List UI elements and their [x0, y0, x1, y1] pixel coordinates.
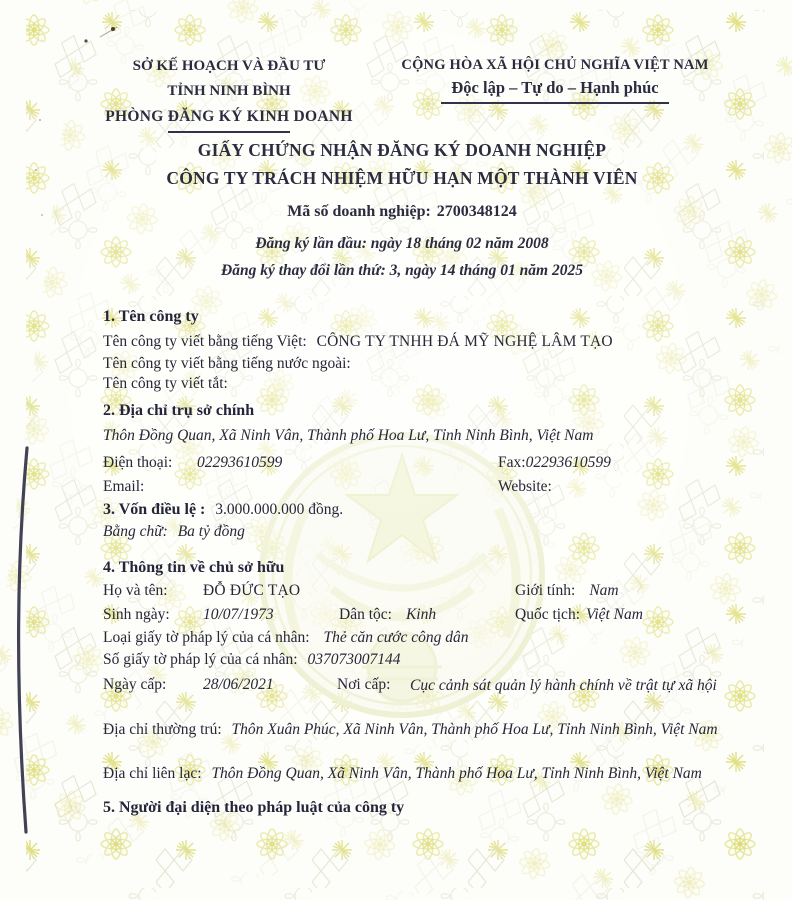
issuer-line-2: TỈNH NINH BÌNH	[167, 83, 291, 99]
field-permanent-address	[103, 718, 731, 741]
id-type-value: Thẻ căn cước công dân	[323, 629, 469, 646]
full-name-value: ĐỖ ĐỨC TẠO	[203, 582, 301, 599]
issuer-line-1: SỞ KẾ HOẠCH VÀ ĐẦU TƯ	[132, 58, 326, 74]
website-field	[498, 477, 558, 497]
field-contact-address	[103, 762, 731, 785]
charter-capital-label: 3. Vốn điều lệ :	[103, 501, 206, 518]
motto-underline	[441, 102, 669, 104]
field-charter-capital	[103, 500, 731, 520]
field-capital-in-words	[103, 522, 731, 542]
issuer-underline	[168, 131, 290, 133]
certificate-title-line-1: GIẤY CHỨNG NHẬN ĐĂNG KÝ DOANH NGHIỆP	[197, 140, 607, 160]
enterprise-code-label: Mã số doanh nghiệp:	[287, 203, 431, 220]
title-block	[66, 136, 738, 284]
field-id-type	[103, 628, 731, 648]
gender-label: Giới tính:	[515, 582, 576, 599]
contact-address-label: Địa chỉ liên lạc:	[103, 765, 202, 782]
field-birth-ethnic-nationality	[103, 605, 731, 625]
nationality-label: Quốc tịch:	[515, 606, 580, 623]
company-name-heading: 1. Tên công ty	[103, 308, 199, 325]
republic-name: CỘNG HÒA XÃ HỘI CHỦ NGHĨA VIỆT NAM	[401, 57, 709, 73]
field-phone-fax	[103, 453, 731, 473]
field-vietnamese-name	[103, 332, 731, 352]
field-short-name	[103, 374, 731, 394]
email-label: Email:	[103, 478, 145, 495]
website-label: Website:	[498, 478, 552, 495]
permanent-address-label: Địa chỉ thường trú:	[103, 721, 222, 738]
ethnicity-value: Kinh	[405, 606, 437, 623]
field-id-number	[103, 650, 731, 670]
legal-representative-heading: 5. Người đại diện theo pháp luật của công ty	[103, 799, 405, 816]
certificate-title-line-2: CÔNG TY TRÁCH NHIỆM HỮU HẠN MỘT THÀNH VIÊN	[166, 168, 638, 188]
ethnicity-label: Dân tộc:	[339, 606, 392, 623]
id-number-value: 037073007144	[307, 651, 401, 668]
issuer-line-3: PHÒNG ĐĂNG KÝ KINH DOANH	[105, 108, 353, 125]
vietnamese-name-label: Tên công ty viết bằng tiếng Việt:	[103, 333, 307, 350]
field-email-website	[103, 477, 731, 497]
id-type-label: Loại giấy tờ pháp lý của cá nhân:	[103, 629, 310, 646]
in-words-label: Bằng chữ:	[103, 523, 168, 540]
nationality-value: Việt Nam	[586, 606, 643, 623]
phone-value: 02293610599	[197, 454, 283, 471]
foreign-name-label: Tên công ty viết bằng tiếng nước ngoài:	[103, 355, 351, 372]
nationality-field	[515, 605, 643, 625]
field-foreign-name	[103, 354, 731, 374]
head-office-heading: 2. Địa chỉ trụ sở chính	[103, 402, 255, 419]
in-words-value: Ba tỷ đồng	[177, 523, 245, 540]
head-office-address: Thôn Đồng Quan, Xã Ninh Vân, Thành phố Hoa Lư, Tỉnh Ninh Bình, Việt Nam	[103, 427, 594, 444]
national-motto-block	[390, 57, 720, 104]
charter-capital-amount: 3.000.000.000 đồng.	[215, 501, 344, 518]
gender-field	[515, 581, 619, 601]
contact-address-value: Thôn Đồng Quan, Xã Ninh Vân, Thành phố Hoa Lư, Tỉnh Ninh Bình, Việt Nam	[211, 765, 702, 782]
fax-field	[498, 453, 611, 473]
full-name-label: Họ và tên:	[103, 582, 168, 599]
short-name-label: Tên công ty viết tắt:	[103, 375, 228, 392]
enterprise-code-value: 2700348124	[436, 203, 517, 220]
fax-value: 02293610599	[525, 454, 611, 471]
owner-heading: 4. Thông tin về chủ sở hữu	[103, 559, 285, 576]
vietnamese-name-value: CÔNG TY TNHH ĐÁ MỸ NGHỆ LÂM TẠO	[316, 333, 613, 350]
issue-place-label: Nơi cấp:	[337, 676, 391, 693]
phone-label: Điện thoại:	[103, 454, 173, 471]
birth-date-label: Sinh ngày:	[103, 606, 170, 623]
issue-date-value: 28/06/2021	[203, 676, 274, 693]
first-registration-line: Đăng ký lần đầu: ngày 18 tháng 02 năm 2008	[255, 235, 549, 252]
permanent-address-value: Thôn Xuân Phúc, Xã Ninh Vân, Thành phố Hoa Lư, Tỉnh Ninh Bình, Việt Nam	[231, 721, 718, 738]
issue-place-value: Cục cảnh sát quản lý hành chính về trật tự xã hội	[410, 677, 717, 694]
issuing-authority-block	[103, 54, 355, 133]
fax-label: Fax:	[498, 454, 526, 471]
gender-value: Nam	[589, 582, 619, 599]
birth-date-value: 10/07/1973	[203, 606, 274, 623]
id-number-label: Số giấy tờ pháp lý của cá nhân:	[103, 651, 298, 668]
ethnicity-field	[339, 605, 436, 625]
field-issue-date-place	[103, 675, 731, 721]
national-motto: Độc lập – Tự do – Hạnh phúc	[451, 78, 659, 97]
issue-date-label: Ngày cấp:	[103, 676, 167, 693]
amendment-line: Đăng ký thay đổi lần thứ: 3, ngày 14 tháng 01 năm 2025	[221, 262, 583, 279]
enterprise-code-line	[66, 203, 738, 221]
field-fullname-gender	[103, 581, 731, 601]
